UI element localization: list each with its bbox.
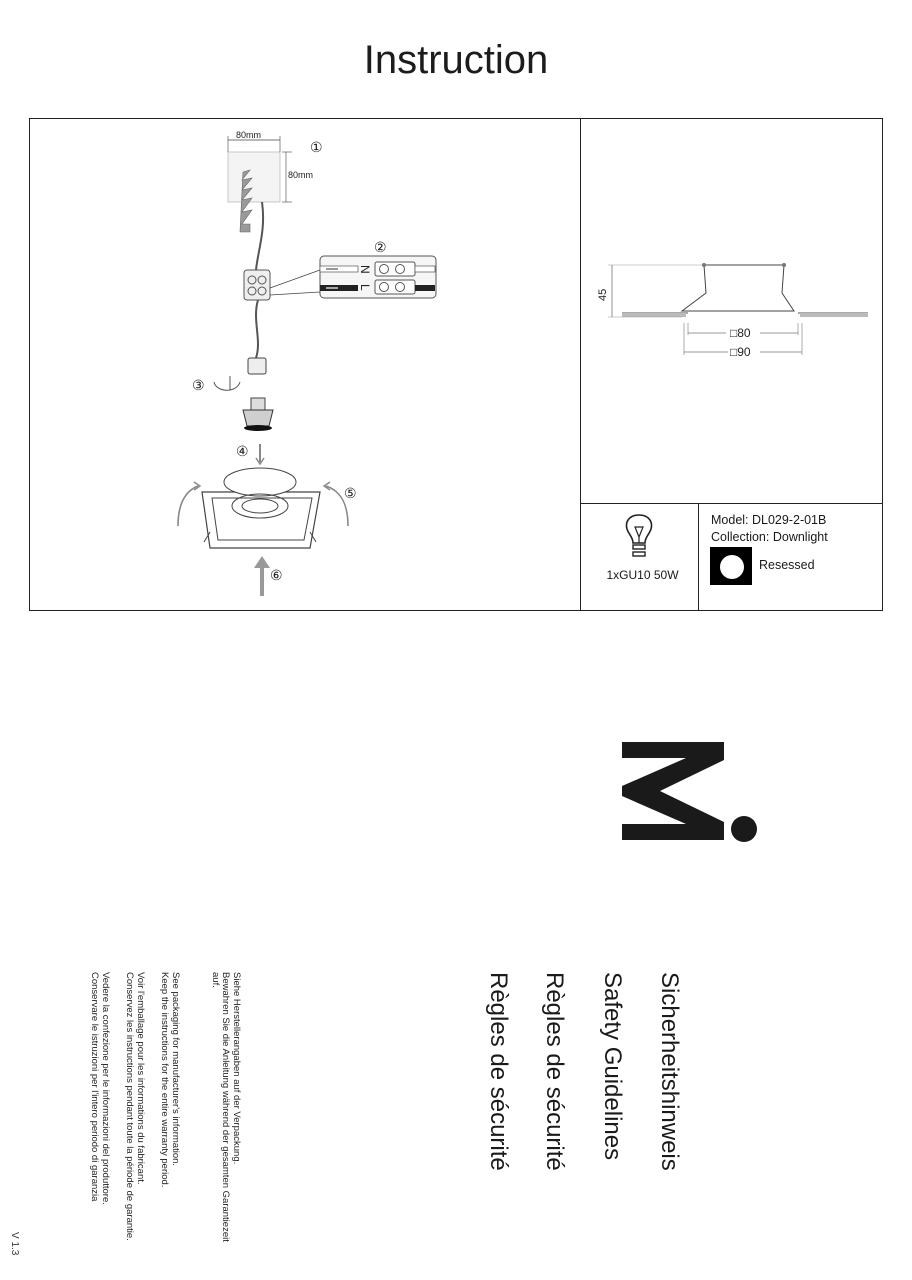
version-label: V 1.3 xyxy=(9,1232,20,1256)
terminal-l-label: L xyxy=(358,284,372,291)
safety-heading-en: Safety Guidelines xyxy=(599,972,626,1161)
height-dimension: 45 xyxy=(597,288,609,301)
bulb-spec: 1xGU10 50W xyxy=(606,568,679,582)
inner-dimension: □80 xyxy=(730,326,751,340)
safety-note-fr: Voir l'emballage pour les informations du fabricant. Conservez les instructions pendant toute la période de garantie. xyxy=(124,972,146,1241)
terminal-n-label: N xyxy=(358,265,372,274)
safety-heading-it: Règles de sécurité xyxy=(485,972,512,1171)
safety-heading-fr: Règles de sécurité xyxy=(541,972,568,1171)
safety-note-en: See packaging for manufacturer's information. Keep the instructions for the entire warranty period. xyxy=(159,972,181,1188)
model-number: Model: DL029-2-01B xyxy=(711,513,827,527)
step-6-label: ⑥ xyxy=(270,567,283,583)
step-5-label: ⑤ xyxy=(344,485,357,501)
outer-dimension: □90 xyxy=(730,345,751,359)
step-3-label: ③ xyxy=(192,377,205,393)
step-1-label: ① xyxy=(310,139,323,155)
page-title: Instruction xyxy=(363,38,549,82)
step-4-label: ④ xyxy=(236,443,249,459)
safety-heading-de: Sicherheitshinweis xyxy=(656,972,683,1171)
safety-note-de: Siehe Herstellerangaben auf der Verpackung. Bewahren Sie die Anleitung während der gesamten Garantiezeit auf. xyxy=(210,972,242,1242)
cutout-width-label: 80mm xyxy=(236,130,262,140)
safety-note-it: Vedere la confezione per le informazioni del produttore. Conservare le istruzioni per l'intero periodo di garanzia xyxy=(89,972,111,1205)
mounting-type: Resessed xyxy=(759,558,815,572)
cutout-height-label: 80mm xyxy=(288,170,314,180)
collection-name: Collection: Downlight xyxy=(711,530,828,544)
step-2-label: ② xyxy=(374,239,387,255)
